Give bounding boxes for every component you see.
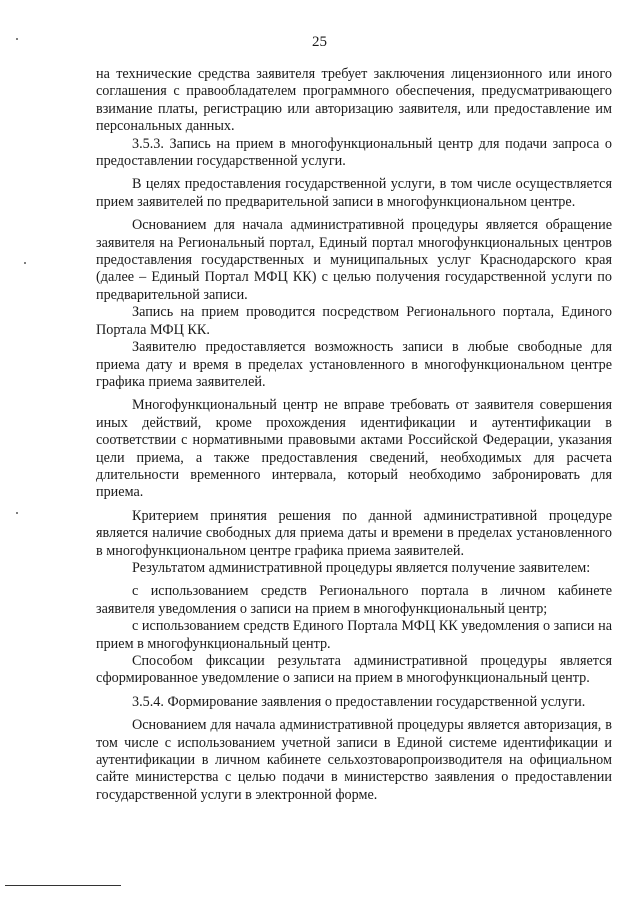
paragraph: Заявителю предоставляется возможность записи в любые свободные для приема дату и время в пределах установленного в многофункциональном центре графика приема заявителей. xyxy=(96,339,612,390)
paragraph: Критерием принятия решения по данной административной процедуре является наличие свободных для приема даты и времени в пределах установленного в многофункциональном центре графика приема заявителей. xyxy=(96,507,612,559)
paragraph: 3.5.3. Запись на прием в многофункциональный центр для подачи запроса о предоставлении государственной услуги. xyxy=(96,135,612,170)
page-number: 25 xyxy=(312,34,327,50)
scan-mark xyxy=(24,262,26,264)
paragraph: с использованием средств Единого Портала МФЦ КК уведомления о записи на прием в многофункциональный центр. xyxy=(96,618,612,652)
paragraph: Запись на прием проводится посредством Регионального портала, Единого Портала МФЦ КК. xyxy=(96,304,612,338)
paragraph: на технические средства заявителя требует заключения лицензионного или иного соглашения с правообладателем программного обеспечения, предусматривающего взимание платы, регистрацию или авторизацию заявителя, или предоставление им персональных данных. xyxy=(96,66,612,135)
paragraph: Основанием для начала административной процедуры является авторизация, в том числе с использованием учетной записи в Единой системе идентификации и аутентификации в личном кабинете сельхозтоваропроизводителя на официальном сайте министерства с целью подачи в министерство заявления о предоставлении государственной услуги в электронной форме. xyxy=(96,717,612,803)
paragraph: Многофункциональный центр не вправе требовать от заявителя совершения иных действий, кроме прохождения идентификации и аутентификации в соответствии с нормативными правовыми актами Российской Федерации, указания цели приема, а также предоставления сведений, необходимых для расчета длительности временного интервала, который необходимо забронировать для приема. xyxy=(96,397,612,501)
paragraph: Основанием для начала административной процедуры является обращение заявителя на Региональный портал, Единый портал многофункциональных центров предоставления государственных и муниципальных услуг Краснодарского края (далее – Единый Портал МФЦ КК) с целью получения государственной услуги по предварительной записи. xyxy=(96,217,612,303)
document-body xyxy=(96,66,612,804)
scan-mark xyxy=(16,38,18,40)
paragraph: 3.5.4. Формирование заявления о предоставлении государственной услуги. xyxy=(132,693,586,710)
scan-mark xyxy=(16,512,18,514)
paragraph: В целях предоставления государственной услуги, в том числе осуществляется прием заявителей по предварительной записи в многофункциональном центре. xyxy=(96,176,612,210)
paragraph: Способом фиксации результата административной процедуры является сформированное уведомление о записи на прием в многофункциональный центр. xyxy=(96,653,612,687)
footnote-rule xyxy=(5,885,121,886)
paragraph: с использованием средств Регионального портала в личном кабинете заявителя уведомления о записи на прием в многофункциональный центр; xyxy=(96,583,612,617)
paragraph: Результатом административной процедуры является получение заявителем: xyxy=(132,559,591,576)
